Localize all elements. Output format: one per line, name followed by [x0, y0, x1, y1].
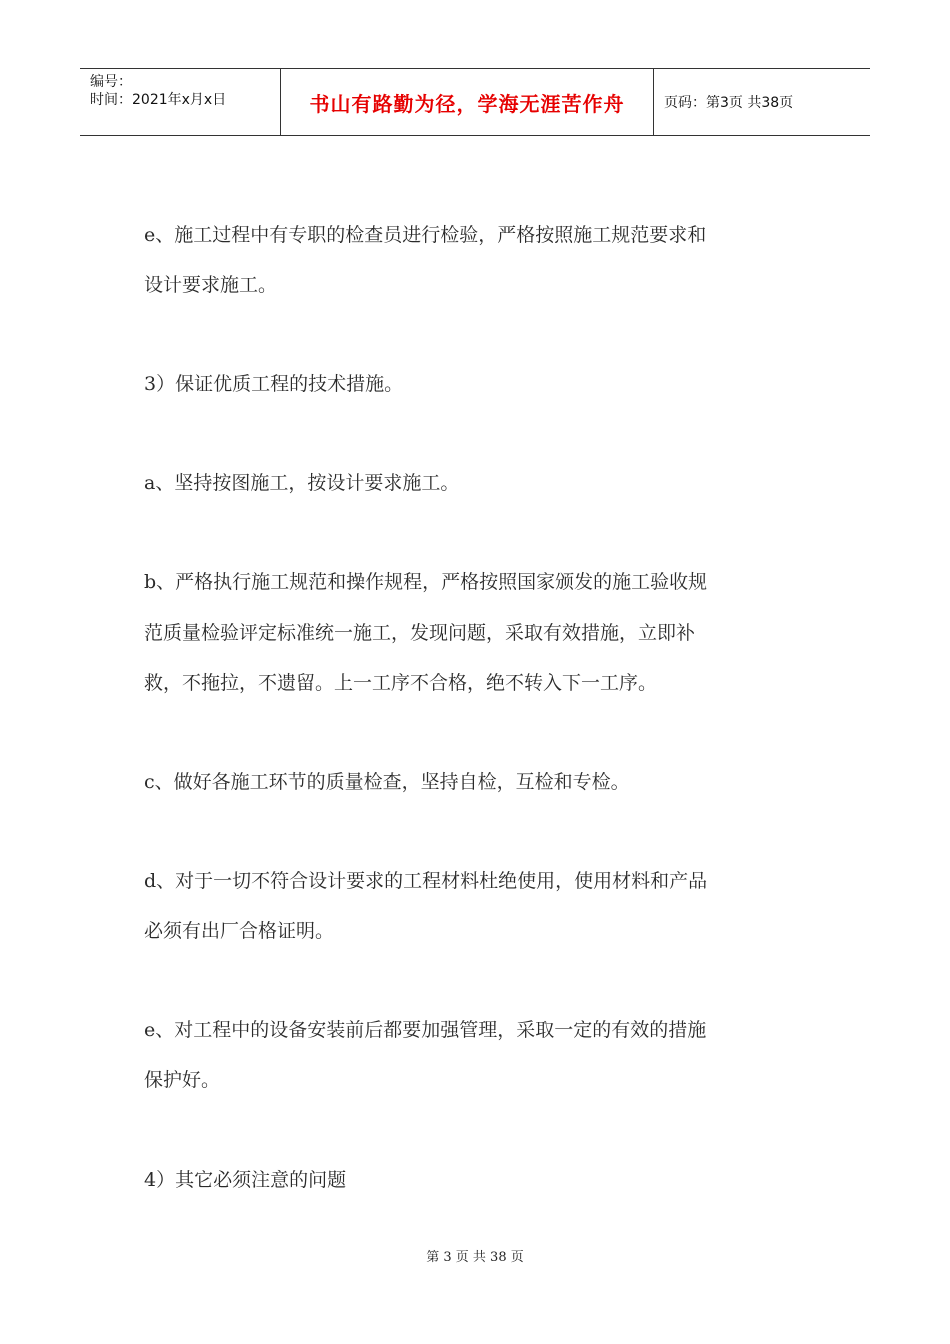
- body-line: 救，不拖拉，不遗留。上一工序不合格，绝不转入下一工序。: [144, 672, 658, 694]
- page-footer: 第 3 页 共 38 页: [426, 1250, 524, 1265]
- header-meta: [80, 69, 280, 135]
- body-line: 必须有出厂合格证明。: [144, 920, 335, 942]
- body-line: 4）其它必须注意的问题: [144, 1169, 347, 1191]
- body-line: e、施工过程中有专职的检查员进行检验，严格按照施工规范要求和: [144, 224, 707, 246]
- body-line: 保护好。: [144, 1069, 221, 1091]
- body-line: a、坚持按图施工，按设计要求施工。: [144, 472, 460, 494]
- body-line: c、做好各施工环节的质量检查，坚持自检，互检和专检。: [144, 771, 630, 793]
- doc-number-label: 编号：: [90, 74, 132, 90]
- header-motto: 书山有路勤为径，学海无涯苦作舟: [280, 69, 654, 135]
- page-header: [80, 68, 870, 136]
- body-line: b、严格执行施工规范和操作规程，严格按照国家颁发的施工验收规: [144, 571, 708, 593]
- body-line: 3）保证优质工程的技术措施。: [144, 373, 404, 395]
- body-line: d、对于一切不符合设计要求的工程材料杜绝使用，使用材料和产品: [144, 870, 708, 892]
- header-page-info: 页码：第3页 共38页: [664, 95, 794, 111]
- doc-time-label: 时间：2021年x月x日: [90, 92, 227, 108]
- body-line: 范质量检验评定标准统一施工，发现问题，采取有效措施，立即补: [144, 622, 696, 644]
- body-line: 设计要求施工。: [144, 274, 278, 296]
- body-line: e、对工程中的设备安装前后都要加强管理，采取一定的有效的措施: [144, 1019, 707, 1041]
